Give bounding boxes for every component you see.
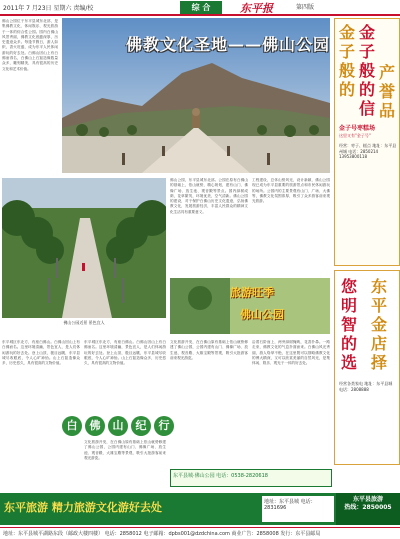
lower-text-1: 东平城区东北方，有座白佛山。白佛山因山上有白佛而名。这里环境清幽，景色宜人，是人们休闲游玩的好去处。登上山顶，极目远眺，东平县城尽收眼底，令人心旷神怡。山上石窟造像众多，历史悠久，具有很高的文物价值。: [2, 340, 80, 366]
banner-char: 行: [154, 416, 174, 436]
travelogue-banner: [62, 416, 177, 438]
appliance-store-advertisement[interactable]: [334, 270, 400, 465]
lower-text-2: 东平城区东北方，有座白佛山。白佛山因山上有白佛而名。这里环境清幽，景色宜人，是人们休闲游玩的好去处。登上山顶，极目远眺，东平县城尽收眼底，令人心旷神怡。山上石窟造像众多，历史悠久，具有很高的文物价值。: [84, 340, 166, 366]
article-column-1: [170, 178, 248, 276]
ad2-vertical-text-2: 东 平 金 店 择: [371, 277, 388, 372]
lower-text-2b: 文化旅游开发，在白佛山原有基础上依山就势修建了佛山公园，公园内建有山门、佛像广场、放生池、观音殿、大雄宝殿等景观，吸引大批游客前来观光游览。: [84, 440, 166, 460]
park-path-illustration: [2, 178, 166, 318]
ad-vertical-text-2: 金 子 般 的 信: [359, 23, 376, 118]
lower-column-3: [170, 340, 248, 466]
bottom-ad-slogan: 东平旅游 精力旅游文化游好去处: [4, 501, 162, 514]
lower-column-2b: [84, 440, 166, 490]
ad-subtitle: 这里又有"金子号": [339, 133, 371, 138]
feature-headline: 佛教文化圣地——佛山公园: [126, 35, 330, 54]
banner-char: 佛: [85, 416, 105, 436]
photo-caption: 佛山公园近景 景色宜人: [63, 320, 105, 325]
tourism-promo-image: [170, 278, 330, 334]
bottom-advertisement[interactable]: [0, 493, 400, 525]
ad-vertical-text-1: 金 子 般 的: [339, 23, 356, 99]
page-header: [0, 0, 400, 16]
article-text-1: 佛山公园，东平县城东北部。公园在原有白佛山的基础上，依山就势，精心规划，建有山门、佛像广场、放生池、观音殿等景点。园内绿树成荫，花草繁茂，环境优美，空气清新。佛山公园的建设，对于保护白佛山历史文化遗迹，弘扬佛教文化，发展旅游经济，丰富人民群众的精神文化生活具有重要意义。: [170, 178, 248, 214]
bottom-ad-contact: 地址：东平县城 电话：2831696: [262, 496, 334, 522]
issue-date: 2011年 7 月23日 星期六 责编/校: [3, 5, 94, 12]
lower-text-4: 沿着石阶而上，两旁绿树掩映，花香扑鼻。一路走来，佛教文化的气息扑面而来。白佛山风光秀丽，游人络绎不绝，在这里既可以领略佛教文化的博大精深，又可以欣赏美丽的自然风光，是集休闲、娱乐、观光于一体的好去处。: [252, 340, 330, 366]
promo-title-1: 旅游旺季: [230, 286, 274, 299]
ad-contact-text: 经营：枣子、糕点 地址：东平县州城 电话：2850214 13953800118: [339, 143, 397, 159]
intro-text: 佛山公园位于东平县城东北部，是集佛教文化、休闲娱乐、观光旅游于一体的综合性公园。园内白佛山风景秀丽，佛教文化底蕴深厚，历史遗迹众多。每逢节假日，游人如织，香火旺盛，成为东平人民休闲游玩的好去处。白佛山因山上有白佛而得名，白佛山上石窟造像数量众多，雕刻精美，具有很高的历史文化和艺术价值。: [2, 19, 58, 71]
lower-column-1: [2, 340, 80, 490]
banner-char: 纪: [131, 416, 151, 436]
ad2-contact-text: 经营各类家电 地址：东平县城 电话：2808888: [339, 381, 393, 392]
promo-title-2: 佛山公园: [240, 308, 284, 321]
intro-text-column: [0, 18, 60, 173]
temple-park-photo: [62, 18, 330, 173]
section-label: 综 合: [180, 1, 222, 14]
strip-advertisement[interactable]: 东平县城·佛山公园 电话：0538-2820618: [170, 469, 332, 487]
masthead-logo: 东平报: [240, 2, 273, 15]
banner-char: 白: [62, 416, 82, 436]
bottom-ad-hotline: 东平县旅游 热线：2850005: [336, 493, 400, 525]
lower-text-3: 文化旅游开发，在白佛山原有基础上依山就势修建了佛山公园，公园内建有山门、佛像广场、放生池、观音殿、大雄宝殿等景观，吸引大批游客前来观光游览。: [170, 340, 248, 360]
article-column-2: [252, 178, 330, 276]
lower-column-2: [84, 340, 166, 414]
page-number: 第四版: [296, 4, 315, 11]
ad-brand-heading: 金子号枣糕场: [339, 125, 376, 132]
banner-char: 山: [108, 416, 128, 436]
tree-lined-path-photo: [2, 178, 166, 318]
lower-column-4: [252, 340, 330, 466]
article-text-2: 工程建设，总体山势风光，设计新颖，佛山公园现已成为东平县重要的旅游景点和市民休闲游玩的场所。公园内的主要景观有山门、广场、大佛等，佛教文化氛围浓厚，吸引了众多游客前来观光旅游。: [252, 178, 330, 204]
gold-brand-advertisement[interactable]: [334, 18, 400, 266]
ad2-vertical-text-1: 您 明 智 的 选: [341, 277, 358, 372]
ad-vertical-text-3: 产 誉 品: [379, 63, 396, 120]
page-footer: 地址：东平县城平湖路东段（邮政大楼四楼） 电话：2858012 电子邮箱：dpbs001@dzdchina.com 商业广告：2858008 发行：东平县邮局: [0, 527, 400, 539]
